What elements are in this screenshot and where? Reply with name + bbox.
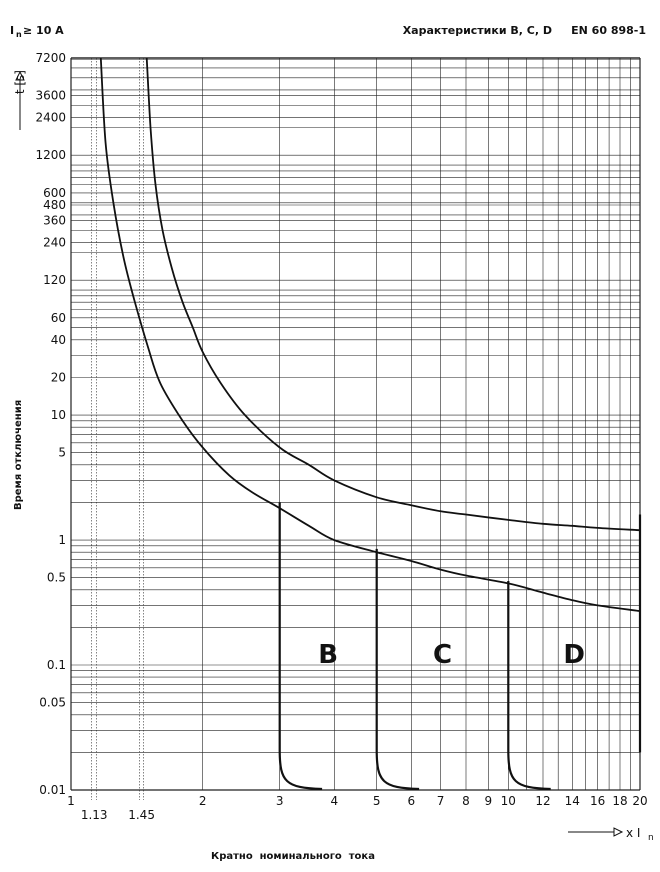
x-tick-label: 5 <box>372 794 381 808</box>
y-axis-symbol: t [s] <box>13 70 27 95</box>
zone-label-b: B <box>318 640 339 670</box>
x-axis-symbol: x I <box>626 826 641 840</box>
x-tick-label: 20 <box>632 794 648 808</box>
y-tick-label: 0.1 <box>46 658 66 672</box>
y-tick-label: 1200 <box>35 148 66 163</box>
trip-curve <box>147 58 640 530</box>
zone-label-c: C <box>432 640 453 670</box>
y-tick-label: 120 <box>43 273 66 288</box>
header-title: Характеристики B, C, D EN 60 898-1 <box>402 24 646 37</box>
header-left-symbol: I <box>10 24 15 37</box>
x-extra-tick-label: 1.13 <box>80 808 108 822</box>
x-axis-label: Кратно номинального тока <box>211 851 375 862</box>
y-tick-label: 2400 <box>35 110 66 125</box>
x-tick-label: 7 <box>436 794 445 808</box>
y-tick-label: 60 <box>50 310 66 325</box>
zone-labels <box>318 640 585 670</box>
y-tick-label: 7200 <box>35 51 66 65</box>
x-tick-label: 2 <box>198 794 207 808</box>
y-tick-label: 40 <box>50 332 66 347</box>
tick-labels <box>35 51 647 822</box>
y-tick-label: 5 <box>58 445 66 460</box>
x-tick-label: 1 <box>67 794 75 808</box>
y-tick-label: 0.05 <box>39 695 66 710</box>
header-left-sub: n <box>16 30 22 39</box>
y-tick-label: 10 <box>50 408 66 423</box>
x-tick-label: 10 <box>500 794 516 808</box>
y-axis-label: Время отключения <box>13 399 24 510</box>
x-tick-label: 3 <box>275 794 284 808</box>
zone-boundary <box>377 549 419 789</box>
x-tick-label: 6 <box>407 794 416 808</box>
y-tick-label: 360 <box>43 213 66 228</box>
y-tick-label: 3600 <box>35 88 66 103</box>
zone-boundary <box>280 502 322 789</box>
y-tick-label: 480 <box>43 198 66 212</box>
curves <box>101 58 640 611</box>
x-tick-label: 16 <box>589 794 606 808</box>
trip-curve <box>101 58 640 611</box>
x-tick-label: 14 <box>564 794 580 808</box>
y-tick-label: 600 <box>43 185 66 200</box>
grid <box>71 58 640 800</box>
zone-label-d: D <box>563 640 585 670</box>
zone-boundary <box>508 581 550 789</box>
x-tick-label: 9 <box>484 794 493 808</box>
y-tick-label: 20 <box>50 370 66 385</box>
x-tick-label: 8 <box>462 794 470 808</box>
x-axis-arrow <box>568 828 622 836</box>
y-tick-label: 0.01 <box>39 783 66 797</box>
y-tick-label: 0.5 <box>46 570 66 585</box>
y-tick-label: 1 <box>58 533 66 548</box>
x-extra-tick-label: 1.45 <box>128 808 155 822</box>
x-tick-label: 4 <box>330 794 339 808</box>
header-left-rest: ≥ 10 A <box>23 24 64 37</box>
x-tick-label: 12 <box>535 794 551 808</box>
x-tick-label: 18 <box>612 794 628 808</box>
y-tick-label: 240 <box>43 235 66 250</box>
x-axis-symbol-sub: n <box>648 833 654 843</box>
